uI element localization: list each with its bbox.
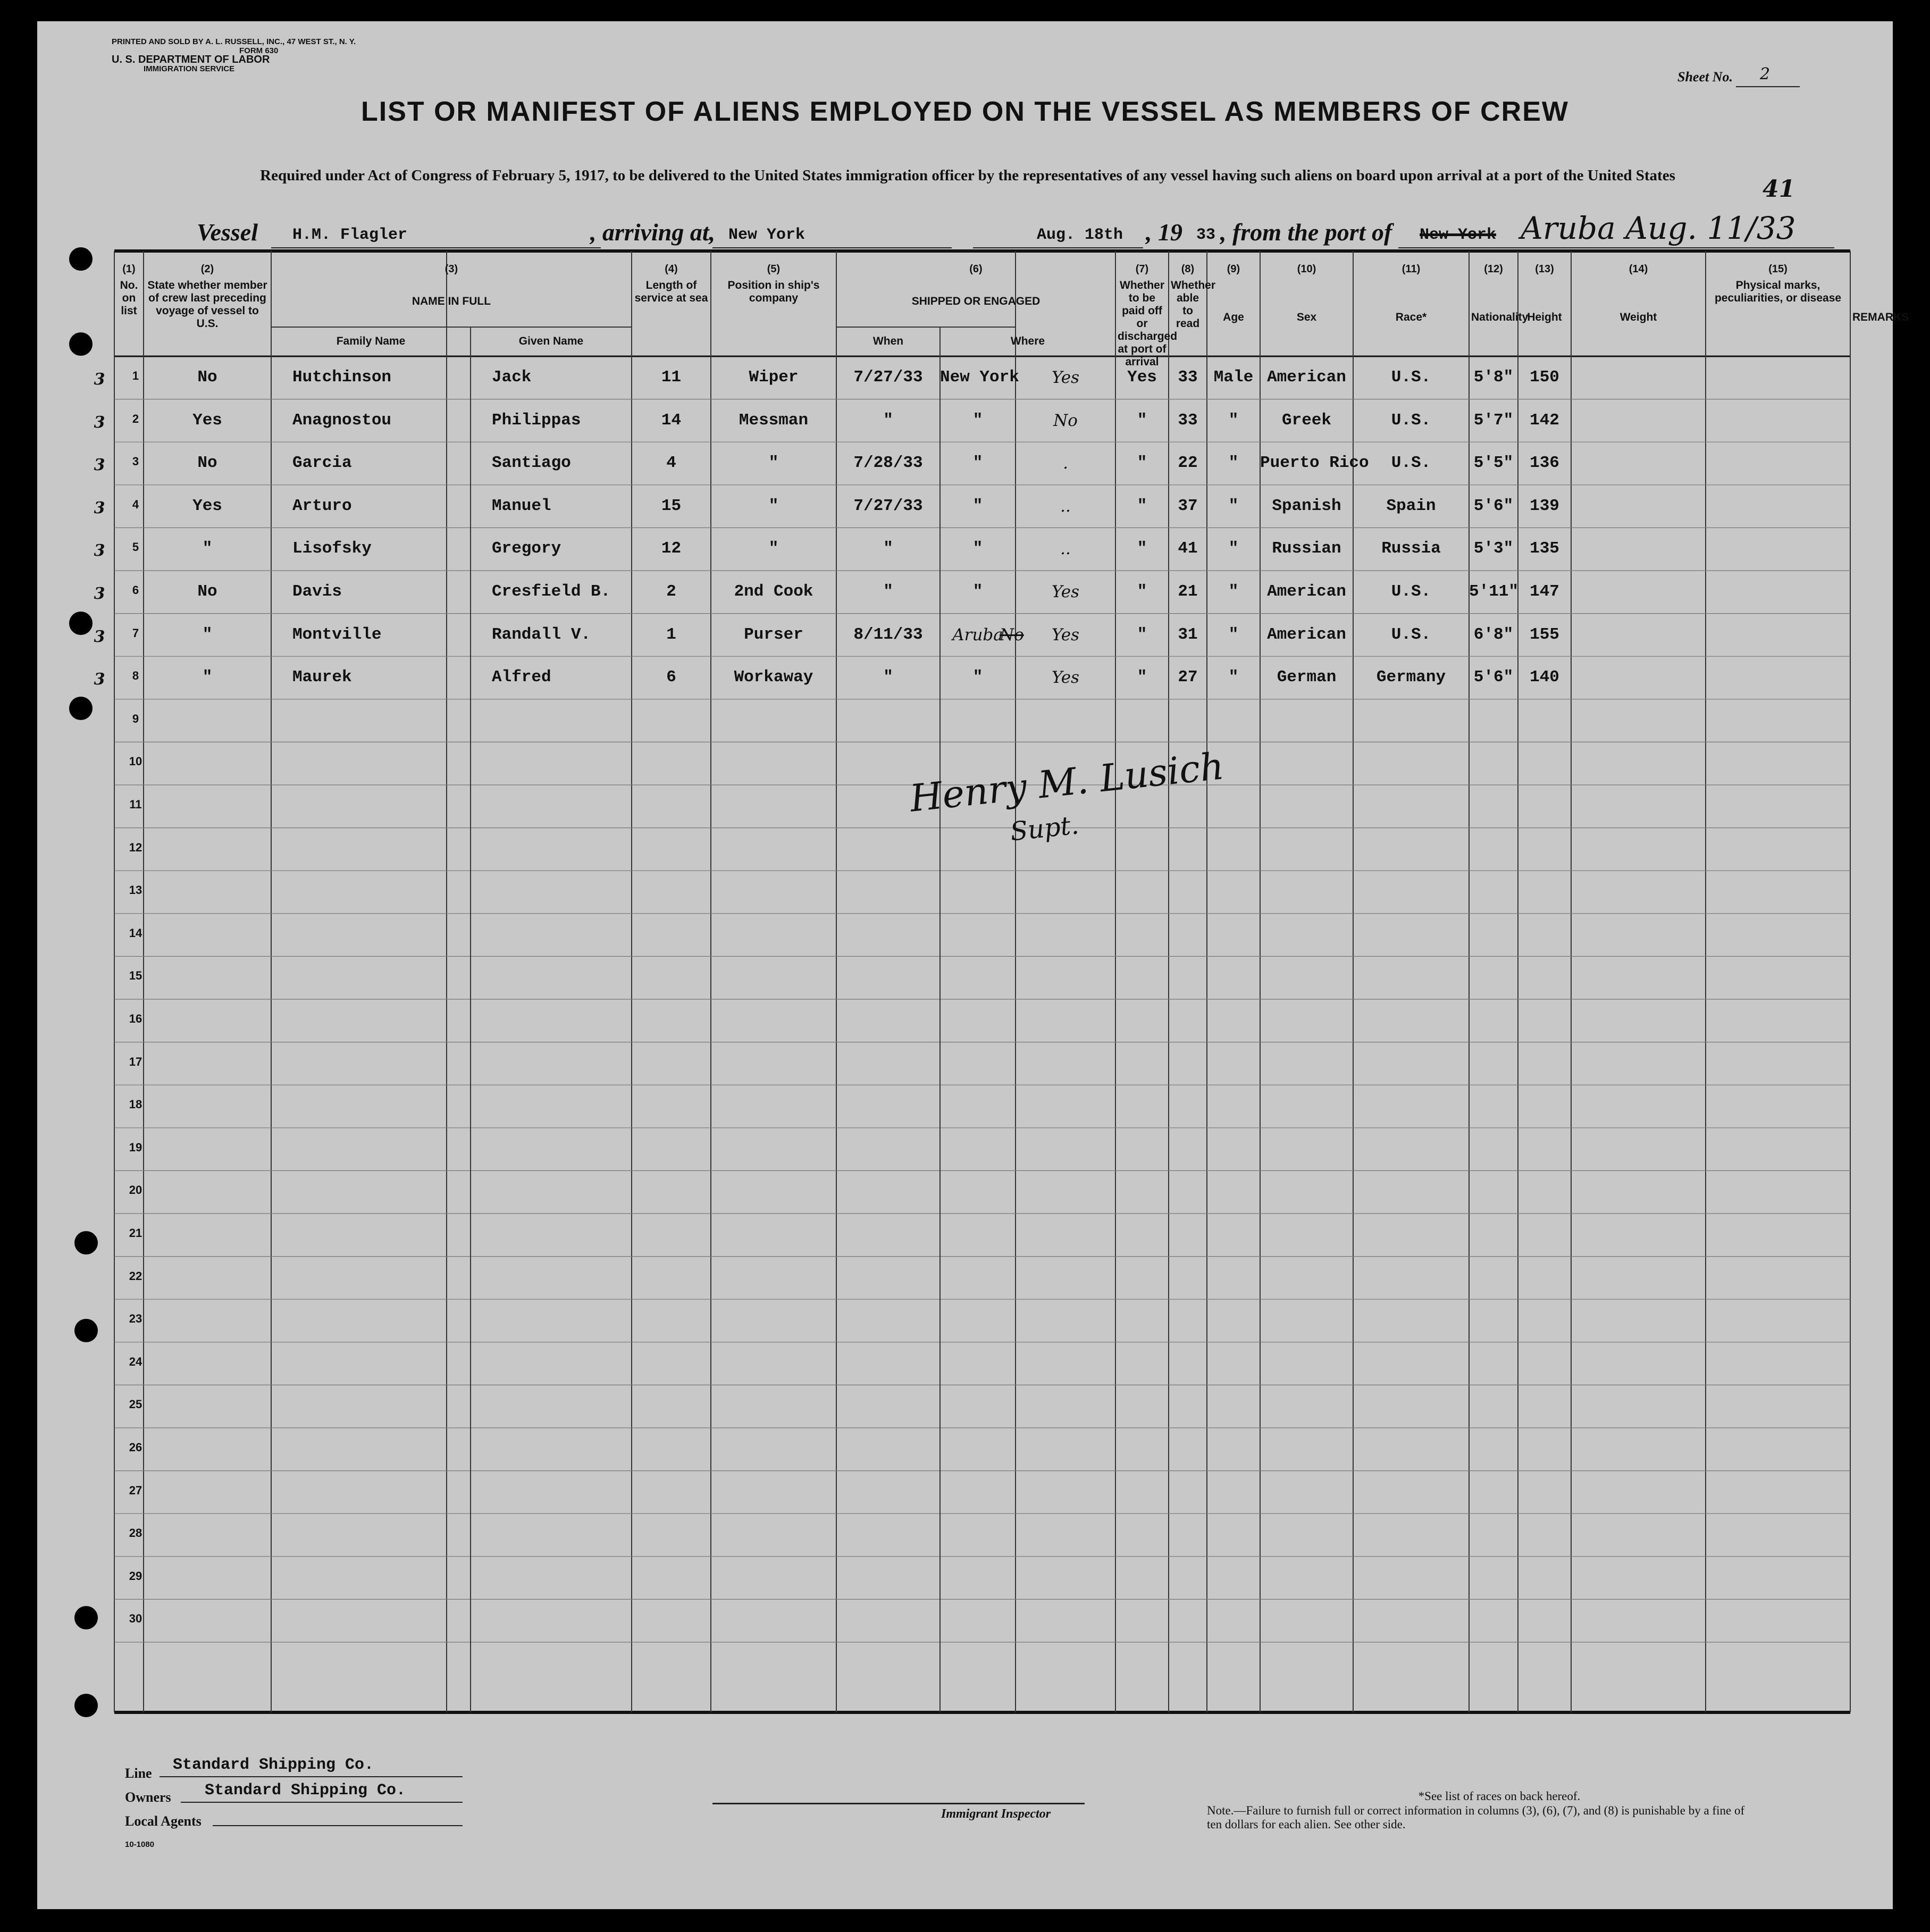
cell-prev: No — [197, 368, 217, 387]
cell-service: 1 — [666, 625, 676, 644]
cell-where: New York — [940, 368, 1019, 387]
column-number: (4) — [665, 263, 678, 275]
department: U. S. DEPARTMENT OF LABOR — [112, 54, 270, 65]
row-number: 22 — [129, 1269, 142, 1283]
cell-position: Purser — [744, 625, 803, 644]
cell-paid: Yes — [1051, 582, 1080, 601]
row-number: 6 — [132, 583, 139, 597]
owners-label: Owners — [125, 1789, 171, 1805]
row-number: 18 — [129, 1098, 142, 1111]
cell-where: " — [972, 539, 983, 558]
cell-family: Anagnostou — [292, 411, 392, 430]
cell-when: 8/11/33 — [853, 625, 923, 644]
arriving-label: , arriving at, — [590, 219, 716, 246]
cell-height: 5'8" — [1473, 368, 1514, 387]
cell-paid: Yes — [1051, 668, 1080, 688]
column-number: (12) — [1484, 263, 1503, 275]
cell-when: " — [883, 539, 893, 558]
row-number: 27 — [129, 1483, 142, 1497]
row-number: 23 — [129, 1312, 142, 1326]
cell-race: Puerto Rico — [1260, 454, 1369, 473]
cell-weight: 155 — [1530, 625, 1559, 644]
cell-position: Workaway — [734, 668, 813, 687]
binder-hole — [74, 1319, 98, 1342]
column-header: Height — [1527, 311, 1562, 323]
cell-race: Spanish — [1272, 496, 1341, 515]
cell-paid: .. — [1060, 539, 1071, 559]
page-subtitle: Required under Act of Congress of February 5, 1917, to be delivered to the United States immigration officer by the representatives of any vessel having such aliens on board upon arrival at a port of the United States — [260, 167, 1675, 184]
cell-where: Aruba — [952, 625, 1003, 645]
row-prefix: 3 — [94, 627, 105, 646]
column-header: Race* — [1395, 311, 1427, 323]
column-header: Physical marks, peculiarities, or disease — [1714, 279, 1842, 304]
cell-position: Wiper — [749, 368, 799, 387]
row-number: 30 — [129, 1612, 142, 1626]
row-prefix: 3 — [94, 413, 105, 432]
binder-hole — [74, 1231, 98, 1254]
cell-service: 6 — [666, 668, 676, 687]
binder-hole — [69, 247, 93, 271]
row-number: 12 — [129, 840, 142, 854]
cell-read: Yes — [1127, 368, 1157, 387]
column-header: Whether to be paid off or discharged at port of arrival — [1118, 279, 1178, 368]
row-number: 26 — [129, 1441, 142, 1454]
cell-race: American — [1267, 368, 1346, 387]
cell-when: " — [883, 668, 893, 687]
cell-read: " — [1137, 411, 1147, 430]
page-number: 41 — [1763, 175, 1795, 203]
row-number: 17 — [129, 1055, 142, 1068]
cell-sex: " — [1228, 411, 1239, 430]
row-number: 15 — [129, 969, 142, 983]
column-subheader: When — [872, 335, 904, 347]
column-number: (2) — [200, 263, 214, 275]
row-prefix: 3 — [94, 456, 105, 475]
cell-given: Santiago — [492, 454, 571, 473]
column-number: (3) — [444, 263, 458, 275]
row-number: 10 — [129, 755, 142, 768]
cell-height: 6'8" — [1473, 625, 1514, 644]
cell-where: " — [972, 496, 983, 515]
row-number: 29 — [129, 1569, 142, 1583]
row-number: 25 — [129, 1398, 142, 1411]
cell-prev: " — [202, 668, 213, 687]
cell-age: 21 — [1178, 582, 1198, 601]
cell-weight: 150 — [1530, 368, 1559, 387]
cell-service: 12 — [661, 539, 682, 558]
cell-age: 27 — [1178, 668, 1198, 687]
binder-hole — [69, 612, 93, 635]
from-label: , from the port of — [1220, 219, 1392, 246]
local-agents-label: Local Agents — [125, 1813, 202, 1829]
column-number: (10) — [1297, 263, 1316, 275]
cell-height: 5'11" — [1469, 582, 1519, 601]
cell-paid: Yes — [1051, 368, 1080, 387]
cell-age: 41 — [1178, 539, 1198, 558]
binder-hole — [74, 1606, 98, 1629]
cell-nationality: Germany — [1376, 668, 1446, 687]
cell-sex: Male — [1213, 368, 1254, 387]
column-number: (11) — [1402, 263, 1421, 275]
cell-read: " — [1137, 454, 1147, 473]
arrival-port: New York — [728, 226, 805, 244]
row-number: 5 — [132, 540, 139, 554]
row-number: 20 — [129, 1183, 142, 1197]
cell-sex: " — [1228, 454, 1239, 473]
cell-where: " — [972, 454, 983, 473]
row-number: 19 — [129, 1140, 142, 1154]
column-number: (7) — [1135, 263, 1149, 275]
cell-height: 5'7" — [1473, 411, 1514, 430]
row-prefix: 3 — [94, 541, 105, 561]
cell-race: American — [1267, 625, 1346, 644]
cell-race: Russian — [1272, 539, 1341, 558]
service: IMMIGRATION SERVICE — [144, 64, 235, 73]
cell-age: 31 — [1178, 625, 1198, 644]
row-number: 21 — [129, 1226, 142, 1240]
manifest-sheet — [37, 21, 1909, 1909]
binder-hole — [69, 697, 93, 720]
column-number: (8) — [1181, 263, 1195, 275]
cell-position: " — [768, 496, 779, 515]
cell-nationality: U.S. — [1391, 454, 1431, 473]
cell-read: " — [1137, 582, 1147, 601]
cell-weight: 142 — [1530, 411, 1559, 430]
vessel-name: H.M. Flagler — [292, 226, 408, 244]
cell-family: Hutchinson — [292, 368, 392, 387]
cell-nationality: U.S. — [1391, 625, 1431, 644]
cell-prev: " — [202, 539, 213, 558]
cell-race: German — [1277, 668, 1337, 687]
races-note: *See list of races on back hereof. — [1418, 1789, 1581, 1803]
year-prefix: , 19 — [1146, 219, 1182, 246]
from-port-handwritten: Aruba Aug. 11/33 — [1521, 210, 1796, 246]
cell-when: 7/27/33 — [853, 496, 923, 515]
row-number: 4 — [132, 497, 139, 511]
cell-sex: " — [1228, 496, 1239, 515]
cell-service: 14 — [661, 411, 682, 430]
cell-position: " — [768, 454, 779, 473]
row-number: 11 — [129, 798, 142, 811]
page-title: LIST OR MANIFEST OF ALIENS EMPLOYED ON THE VESSEL AS MEMBERS OF CREW — [361, 96, 1569, 127]
arrival-year: 33 — [1196, 226, 1216, 244]
cell-race: American — [1267, 582, 1346, 601]
row-number: 2 — [132, 412, 139, 425]
column-number: (1) — [122, 263, 136, 275]
cell-position: " — [768, 539, 779, 558]
cell-age: 37 — [1178, 496, 1198, 515]
cell-paid: No — [1053, 411, 1078, 430]
cell-where: " — [972, 411, 983, 430]
row-prefix: 3 — [94, 584, 105, 603]
column-header: Nationality — [1471, 311, 1529, 323]
column-number: (6) — [969, 263, 983, 275]
owners-value: Standard Shipping Co. — [205, 1782, 406, 1800]
column-header: Length of service at sea — [634, 279, 708, 304]
form-code: 10-1080 — [125, 1840, 155, 1849]
sheet-label: Sheet No. — [1677, 69, 1733, 85]
row-number: 14 — [129, 926, 142, 940]
row-number: 8 — [132, 669, 139, 683]
column-subheader: Given Name — [518, 335, 584, 347]
binder-hole — [74, 1694, 98, 1717]
cell-given: Randall V. — [492, 625, 591, 644]
row-number: 16 — [129, 1012, 142, 1025]
cell-service: 15 — [661, 496, 682, 515]
cell-prev: Yes — [192, 496, 222, 515]
row-number: 1 — [132, 369, 139, 382]
column-number: (5) — [767, 263, 781, 275]
cell-height: 5'5" — [1473, 454, 1514, 473]
cell-given: Cresfield B. — [492, 582, 611, 601]
row-prefix: 3 — [94, 370, 105, 389]
cell-when: 7/27/33 — [853, 368, 923, 387]
column-header: No. on list — [120, 279, 138, 317]
column-header: State whether member of crew last preceding voyage of vessel to U.S. — [147, 279, 267, 330]
column-header: SHIPPED OR ENGAGED — [911, 295, 1040, 307]
cell-given: Jack — [492, 368, 532, 387]
cell-sex: " — [1228, 539, 1239, 558]
cell-given: Manuel — [492, 496, 551, 515]
cell-age: 22 — [1178, 454, 1198, 473]
cell-where: " — [972, 668, 983, 687]
row-number: 13 — [129, 883, 142, 897]
cell-paid: .. — [1060, 496, 1071, 516]
cell-family: Montville — [292, 625, 382, 644]
cell-read: " — [1137, 668, 1147, 687]
cell-sex: " — [1228, 625, 1239, 644]
cell-where: " — [972, 582, 983, 601]
column-header: Age — [1223, 311, 1244, 323]
row-prefix: 3 — [94, 498, 105, 517]
cell-when: " — [883, 411, 893, 430]
cell-weight: 140 — [1530, 668, 1559, 687]
cell-height: 5'6" — [1473, 668, 1514, 687]
cell-height: 5'6" — [1473, 496, 1514, 515]
column-subheader: Where — [1010, 335, 1045, 347]
cell-paid-struck: No — [1000, 625, 1024, 645]
line-label: Line — [125, 1766, 152, 1781]
cell-when: " — [883, 582, 893, 601]
cell-service: 11 — [661, 368, 682, 387]
cell-position: 2nd Cook — [734, 582, 813, 601]
column-header: Position in ship's company — [727, 279, 820, 304]
cell-read: " — [1137, 496, 1147, 515]
cell-nationality: U.S. — [1391, 368, 1431, 387]
cell-given: Gregory — [492, 539, 561, 558]
cell-nationality: Russia — [1381, 539, 1441, 558]
cell-paid: Yes — [1051, 625, 1080, 645]
inspector-label: Immigrant Inspector — [941, 1807, 1051, 1821]
signature-title: Supt. — [1009, 810, 1080, 847]
cell-nationality: U.S. — [1391, 582, 1431, 601]
column-subheader: Family Name — [336, 335, 406, 347]
column-header: Weight — [1619, 311, 1657, 323]
cell-race: Greek — [1281, 411, 1331, 430]
column-header: NAME IN FULL — [412, 295, 491, 307]
column-number: (9) — [1227, 263, 1240, 275]
cell-given: Alfred — [492, 668, 551, 687]
cell-sex: " — [1228, 582, 1239, 601]
cell-weight: 147 — [1530, 582, 1559, 601]
cell-height: 5'3" — [1473, 539, 1514, 558]
cell-nationality: Spain — [1386, 496, 1436, 515]
cell-weight: 135 — [1530, 539, 1559, 558]
row-number: 9 — [132, 712, 139, 725]
row-number: 28 — [129, 1526, 142, 1540]
printer-line: PRINTED AND SOLD BY A. L. RUSSELL, INC., 47 WEST ST., N. Y. — [112, 37, 356, 46]
column-number: (14) — [1629, 263, 1648, 275]
cell-service: 2 — [666, 582, 676, 601]
binder-hole — [69, 332, 93, 356]
row-number: 3 — [132, 455, 139, 469]
cell-age: 33 — [1178, 411, 1198, 430]
column-number: (13) — [1535, 263, 1554, 275]
cell-prev: No — [197, 454, 217, 473]
cell-family: Arturo — [292, 496, 352, 515]
cell-family: Davis — [292, 582, 342, 601]
cell-read: " — [1137, 625, 1147, 644]
cell-family: Lisofsky — [292, 539, 372, 558]
cell-given: Philippas — [492, 411, 581, 430]
sheet-number: 2 — [1760, 65, 1770, 83]
signature: Henry M. Lusich — [908, 744, 1226, 821]
cell-prev: Yes — [192, 411, 222, 430]
arrival-date: Aug. 18th — [1037, 226, 1123, 244]
vessel-label: Vessel — [197, 219, 258, 246]
cell-prev: " — [202, 625, 213, 644]
column-header: Sex — [1296, 311, 1317, 323]
cell-family: Maurek — [292, 668, 352, 687]
cell-weight: 139 — [1530, 496, 1559, 515]
cell-position: Messman — [739, 411, 809, 430]
cell-prev: No — [197, 582, 217, 601]
form-number: FORM 630 — [239, 46, 279, 55]
column-header: Whether able to read — [1171, 279, 1215, 330]
column-header: REMARKS — [1852, 311, 1909, 323]
cell-when: 7/28/33 — [853, 454, 923, 473]
column-number: (15) — [1768, 263, 1788, 275]
cell-paid: . — [1063, 454, 1068, 473]
line-value: Standard Shipping Co. — [173, 1756, 374, 1774]
cell-age: 33 — [1178, 368, 1198, 387]
row-number: 24 — [129, 1354, 142, 1368]
penalty-note: Note.—Failure to furnish full or correct information in columns (3), (6), (7), and (8) is punishable by a fine of ten dollars for each alien. See other side. — [1207, 1804, 1745, 1831]
row-prefix: 3 — [94, 670, 105, 689]
cell-family: Garcia — [292, 454, 352, 473]
cell-read: " — [1137, 539, 1147, 558]
cell-service: 4 — [666, 454, 676, 473]
cell-nationality: U.S. — [1391, 411, 1431, 430]
from-port-struck: New York — [1420, 226, 1497, 244]
cell-weight: 136 — [1530, 454, 1559, 473]
cell-sex: " — [1228, 668, 1239, 687]
row-number: 7 — [132, 626, 139, 640]
